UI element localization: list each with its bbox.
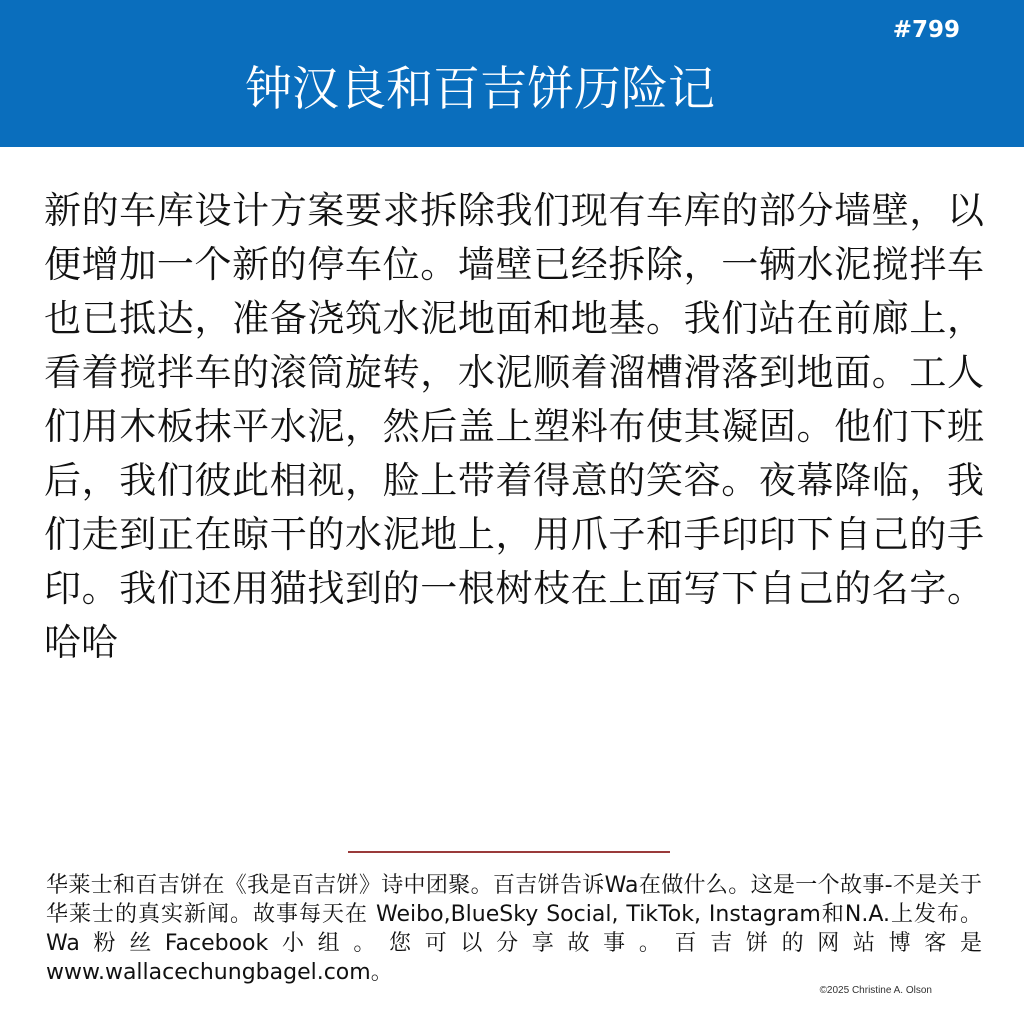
copyright: ©2025 Christine A. Olson — [819, 985, 932, 996]
page-title: 钟汉良和百吉饼历险记 — [245, 62, 715, 117]
issue-number: #799 — [892, 17, 960, 43]
header-banner — [0, 0, 1024, 147]
footnote-text: 华莱士和百吉饼在《我是百吉饼》诗中团聚。百吉饼告诉Wa在做什么。这是一个故事-不是关于华莱士的真实新闻。故事每天在 Weibo,BlueSky Social, TikTok, Instagram和N.A.上发布。Wa粉丝Facebook小组。您可以分享故事。百吉饼的网站博客是www.wallacechungbagel.com。 — [46, 873, 982, 985]
divider — [348, 851, 670, 853]
story-text: 新的车库设计方案要求拆除我们现有车库的部分墙壁，以便增加一个新的停车位。墙壁已经拆除，一辆水泥搅拌车也已抵达，准备浇筑水泥地面和地基。我们站在前廊上，看着搅拌车的滚筒旋转，水泥顺着溜槽滑落到地面。工人们用木板抹平水泥，然后盖上塑料布使其凝固。他们下班后，我们彼此相视，脸上带着得意的笑容。夜幕降临，我们走到正在晾干的水泥地上，用爪子和手印印下自己的手印。我们还用猫找到的一根树枝在上面写下自己的名字。哈哈 — [44, 189, 984, 664]
